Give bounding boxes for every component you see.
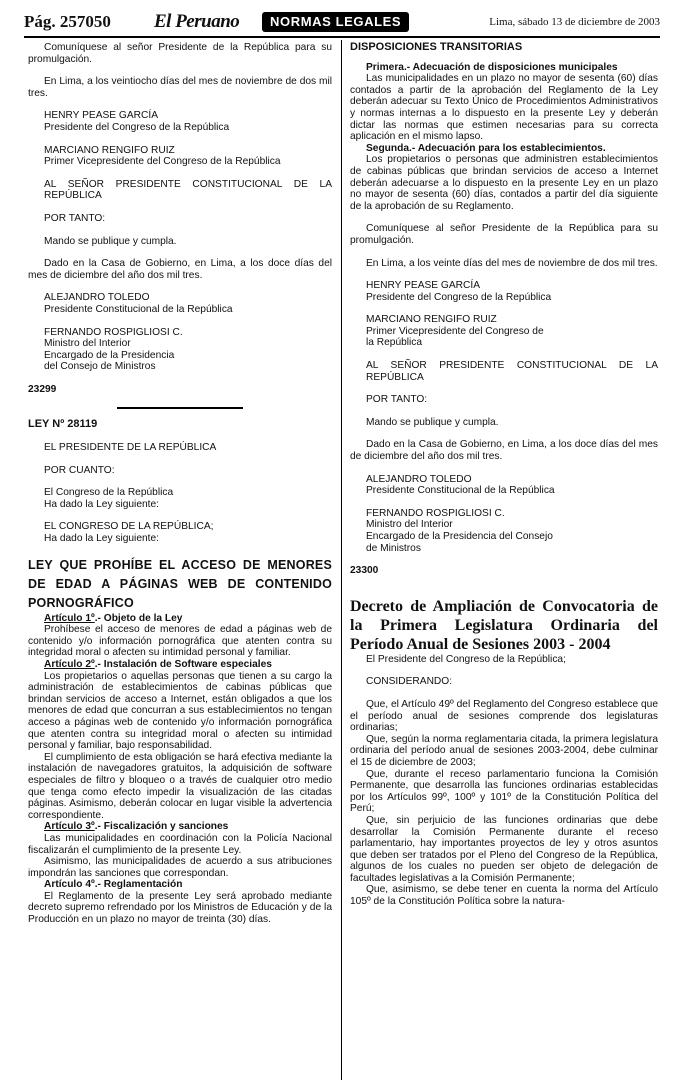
paragraph: Que, el Artículo 49º del Reglamento del Congreso establece que el período anual de sesiones comprende dos legislaturas ordinarias; <box>350 698 658 734</box>
signature-name: HENRY PEASE GARCÍA <box>366 280 480 292</box>
article-title: .- Fiscalización y sanciones <box>94 821 229 833</box>
signature-name: ALEJANDRO TOLEDO <box>366 473 472 485</box>
paragraph: El Congreso de la República <box>44 487 174 499</box>
paragraph: Que, según la norma reglamentaria citada, la primera legislatura ordinaria del período anual de sesiones 2003-2004, debe culminar el 15 de diciembre de 2003; <box>350 733 658 768</box>
left-column <box>28 42 332 926</box>
article-title: .- Instalación de Software especiales <box>94 659 272 670</box>
law-title: LEY QUE PROHÍBE EL ACCESO DE MENORES DE EDAD A PÁGINAS WEB DE CONTENIDO PORNOGRÁFICO <box>28 557 332 610</box>
newspaper-logo: El Peruano <box>154 11 240 32</box>
signature-name: MARCIANO RENGIFO RUIZ <box>366 314 497 326</box>
section-tag: NORMAS LEGALES <box>262 12 409 32</box>
signature-role: de Ministros <box>366 542 421 554</box>
paragraph: El Presidente del Congreso de la República; <box>366 653 566 665</box>
paragraph: EL CONGRESO DE LA REPÚBLICA; <box>44 521 214 533</box>
signature-name: FERNANDO ROSPIGLIOSI C. <box>44 326 183 338</box>
signature-role: Presidente Constitucional de la República <box>44 303 233 315</box>
article-label: Artículo 1º <box>44 612 95 624</box>
paragraph: CONSIDERANDO: <box>366 676 453 688</box>
mando-line: Mando se publique y cumpla. <box>366 416 499 428</box>
article-heading <box>28 821 332 833</box>
signature-name: MARCIANO RENGIFO RUIZ <box>44 144 175 156</box>
signature-role: del Consejo de Ministros <box>44 361 156 373</box>
paragraph: Que, asimismo, se debe tener en cuenta la norma del Artículo 105º de la Constitución Política sobre la natura- <box>350 884 658 908</box>
header-rule <box>24 36 660 38</box>
paragraph: En Lima, a los veinte días del mes de noviembre de dos mil tres. <box>366 257 658 269</box>
mando-line: Mando se publique y cumpla. <box>44 235 177 247</box>
paragraph: Prohíbese el acceso de menores de edad a páginas web de contenido y/o información pornográfica que atenten contra su integridad moral o afecten su intimidad personal y familiar. <box>28 624 332 659</box>
signature-role: Presidente Constitucional de la República <box>366 485 555 497</box>
decree-title: Decreto de Ampliación de Convocatoria de la Primera Legislatura Ordinaria del Período Anual de Sesiones 2003 - 2004 <box>350 597 658 653</box>
paragraph: Que, durante el receso parlamentario funciona la Comisión Permanente, que desarrolla las funciones ordinarias establecidas por los Artículos 99º, 100º y 101º de la Constitución Política del Perú; <box>350 768 658 815</box>
paragraph: Comuníquese al señor Presidente de la República para su promulgación. <box>350 223 658 246</box>
signature-role: Ministro del Interior <box>366 519 453 531</box>
paragraph: El cumplimiento de esta obligación se hará efectiva mediante la instalación de navegadores gratuitos, la adquisición de software especiales de filtro y bloqueo o a través de cualquier otro medio que tenga como efecto impedir la visualización de las citadas páginas. Asimismo, deberán colocar en lugar visible la advertencia correspondiente. <box>28 751 332 821</box>
signature-name: HENRY PEASE GARCÍA <box>44 110 158 122</box>
por-tanto: POR TANTO: <box>366 394 428 406</box>
paragraph: Dado en la Casa de Gobierno, en Lima, a los doce días del mes de diciembre del año dos mil tres. <box>350 439 658 463</box>
article-label: Artículo 2º <box>44 659 95 670</box>
signature-role: Ministro del Interior <box>44 338 131 350</box>
article-title: .- Objeto de la Ley <box>94 612 183 624</box>
signature-name: ALEJANDRO TOLEDO <box>44 292 150 304</box>
paragraph: Que, sin perjuicio de las funciones ordinarias que debe desarrollar la Comisión Permanente durante el receso parlamentario, hay importantes proyectos de ley y otros asuntos que deben ser tratados por el Pleno del Congreso de la República, algunos de los cuales no pueden ser objeto de delegación de facultades legislativas a la Comisión Permanente; <box>350 814 658 884</box>
right-column <box>350 42 658 908</box>
page-header <box>24 10 660 34</box>
signature-role: Presidente del Congreso de la República <box>366 291 552 303</box>
law-heading: LEY Nº 28119 <box>28 418 98 431</box>
paragraph: El Reglamento de la presente Ley será aprobado mediante decreto supremo refrendado por los Ministros de Educación y de la Producción en un plazo no mayor de treinta (30) días. <box>28 890 332 926</box>
addressee: AL SEÑOR PRESIDENTE CONSTITUCIONAL DE LA REPÚBLICA <box>366 360 658 383</box>
paragraph: Las municipalidades en un plazo no mayor de sesenta (60) días contados a partir de la aprobación del Reglamento de la Ley deberán adecuar su Texto Único de Procedimientos Administrativos y normas internas a lo dispuesto en la presente Ley y deberán dictar las normas que estimen necesarias para su correcta aplicación en el mismo lapso. <box>350 73 658 143</box>
article-heading <box>28 659 332 671</box>
signature-role: la República <box>366 337 423 349</box>
provision-title: Segunda.- Adecuación para los establecimientos. <box>366 142 606 154</box>
paragraph: POR CUANTO: <box>44 464 115 476</box>
addressee: AL SEÑOR PRESIDENTE CONSTITUCIONAL DE LA REPÚBLICA <box>44 178 332 202</box>
signature-role: Encargado de la Presidencia <box>44 349 175 361</box>
paragraph: Dado en la Casa de Gobierno, en Lima, a los doce días del mes de diciembre del año dos mil tres. <box>28 258 332 281</box>
paragraph: Comuníquese al señor Presidente de la República para su promulgación. <box>28 42 332 65</box>
signature-role: Primer Vicepresidente del Congreso de la República <box>44 156 281 168</box>
paragraph: Los propietarios o aquellas personas que tienen a su cargo la administración de establecimientos de cabinas públicas que brindan servicios de acceso a Internet, están obligados a que los menores de edad que concurran a sus establecimientos no tengan acceso a páginas web de contenido y/o información pornográfica que atenten contra su integridad moral o afecten su intimidad personal y familiar, bajo responsabilidad. <box>28 670 332 752</box>
section-rule <box>117 407 243 409</box>
column-divider <box>341 40 342 1080</box>
document-number: 23300 <box>350 565 379 577</box>
signature-role: Encargado de la Presidencia del Consejo <box>366 531 553 542</box>
article-heading: Artículo 4º.- Reglamentación <box>44 879 183 891</box>
signature-name: FERNANDO ROSPIGLIOSI C. <box>366 507 505 519</box>
paragraph: Ha dado la Ley siguiente: <box>44 533 159 545</box>
page-number: Pág. 257050 <box>24 12 111 31</box>
paragraph: Asimismo, las municipalidades de acuerdo a sus atribuciones impondrán las sanciones que correspondan. <box>28 856 332 879</box>
article-label: Artículo 3º <box>44 821 95 833</box>
issue-date: Lima, sábado 13 de diciembre de 2003 <box>489 16 660 28</box>
paragraph: Los propietarios o personas que administren establecimientos de cabinas públicas que brindan servicios de acceso a Internet deberán adecuarse a lo dispuesto en la presente Ley en un plazo no mayor de sesenta (60) días, contados a partir del día siguiente de la aprobación de su Reglamento. <box>350 154 658 212</box>
provision-title: Primera.- Adecuación de disposiciones municipales <box>366 61 618 73</box>
signature-role: Presidente del Congreso de la República <box>44 121 230 133</box>
section-heading: DISPOSICIONES TRANSITORIAS <box>350 41 523 53</box>
article-heading <box>28 613 332 625</box>
paragraph: Las municipalidades en coordinación con la Policía Nacional fiscalizarán el cumplimiento de la presente Ley. <box>28 832 332 856</box>
por-tanto: POR TANTO: <box>44 212 106 224</box>
paragraph: Ha dado la Ley siguiente: <box>44 498 159 510</box>
signature-role: Primer Vicepresidente del Congreso de <box>366 325 544 337</box>
paragraph: En Lima, a los veintiocho días del mes de noviembre de dos mil tres. <box>28 76 332 99</box>
paragraph: EL PRESIDENTE DE LA REPÚBLICA <box>44 442 217 454</box>
document-number: 23299 <box>28 383 57 395</box>
